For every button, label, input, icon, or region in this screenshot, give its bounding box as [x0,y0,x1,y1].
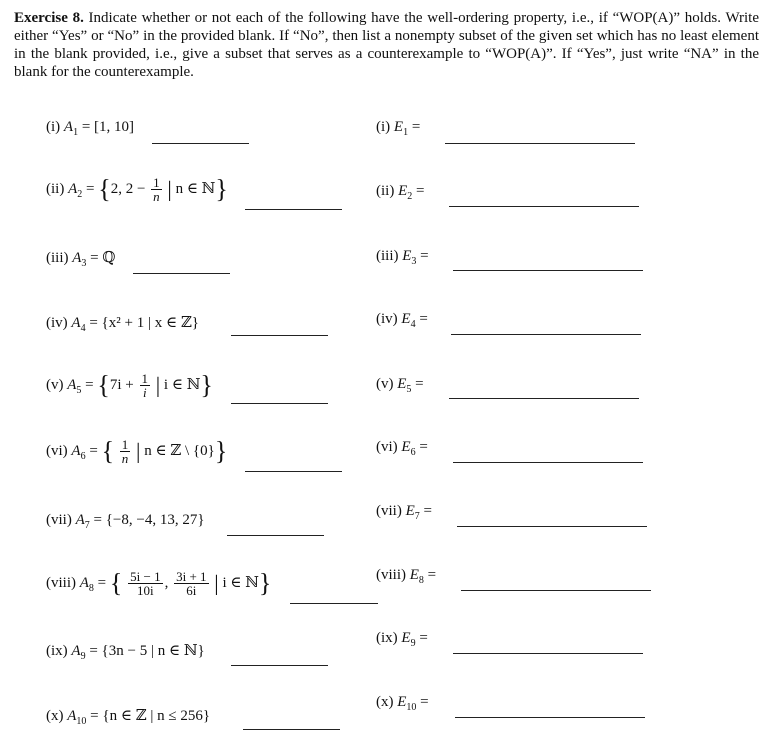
counterexample-6: (vi) $E_6$ = [376,439,428,458]
exercise-instructions [14,9,759,81]
exercise-text: Indicate whether or not each of the following have the well-ordering property, i.e., if “WOP(A)” holds. Write either “Yes” or “No” in the provided blank. If “No”, then list a nonempty subset of the given set which has no least element in the blank provided, i.e., give a subset that serves as a counterexample to “WOP(A)”. If “Yes”, just write “NA” in the blank for the counterexample. [14,10,759,80]
answer-blank-2[interactable] [245,209,342,210]
problem-5: (v) $A_5 = \{7i$ + $\frac{1}{i}$ | i ∈ ℕ} [46,370,213,400]
problem-8: (viii) $A_8$ = { $\frac{5i - 1}{10i}$ , $\frac{3i + 1}{6i}$ | i ∈ ℕ} [46,568,272,598]
counterexample-5: (v) $E_5$ = [376,376,424,395]
counterexample-8: (viii) $E_8$ = [376,567,437,586]
counterexample-blank-8[interactable] [461,590,651,591]
counterexample-10: (x) $E_{10}$ = [376,694,429,713]
problem-7: (vii) $A_7 = \{-8$, −4, 13, 27} [46,512,205,531]
counterexample-blank-4[interactable] [451,334,641,335]
answer-blank-5[interactable] [231,403,328,404]
exercise-heading: Exercise 8. [14,10,84,26]
answer-blank-10[interactable] [243,729,340,730]
counterexample-1: (i) $E_1$ = [376,119,421,138]
answer-blank-6[interactable] [245,471,342,472]
problem-9: (ix) $A_9 = \{3n - 5$ | n ∈ ℕ} [46,643,205,662]
problem-3: (iii) $A_3$ = ℚ [46,250,116,269]
counterexample-blank-10[interactable] [455,717,645,718]
counterexample-4: (iv) $E_4$ = [376,311,428,330]
counterexample-blank-7[interactable] [457,526,647,527]
counterexample-blank-6[interactable] [453,462,643,463]
counterexample-blank-5[interactable] [449,398,639,399]
answer-blank-1[interactable] [152,143,249,144]
answer-blank-8[interactable] [290,603,378,604]
problem-2: (ii) $A_2 = \{2$, 2 − $\frac{1}{n}$ | n ∈ ℕ} [46,174,228,204]
counterexample-blank-3[interactable] [453,270,643,271]
counterexample-blank-1[interactable] [445,143,635,144]
problem-6: (vi) $A_6$ = { $\frac{1}{n}$ | n ∈ ℤ \ {0}} [46,436,228,466]
counterexample-3: (iii) $E_3$ = [376,248,429,267]
problem-4: (iv) $A_4 = \{x^2 + 1$ | x ∈ ℤ} [46,315,199,334]
answer-blank-3[interactable] [133,273,230,274]
answer-blank-7[interactable] [227,535,324,536]
counterexample-7: (vii) $E_7$ = [376,503,432,522]
problem-10: (x) $A_{10} = \{n$ ∈ ℤ | n ≤ 256} [46,708,211,727]
counterexample-blank-9[interactable] [453,653,643,654]
counterexample-blank-2[interactable] [449,206,639,207]
problem-1: (i) $A_1 = [1$, 10] [46,119,135,138]
answer-blank-9[interactable] [231,665,328,666]
answer-blank-4[interactable] [231,335,328,336]
counterexample-9: (ix) $E_9$ = [376,630,428,649]
counterexample-2: (ii) $E_2$ = [376,183,425,202]
